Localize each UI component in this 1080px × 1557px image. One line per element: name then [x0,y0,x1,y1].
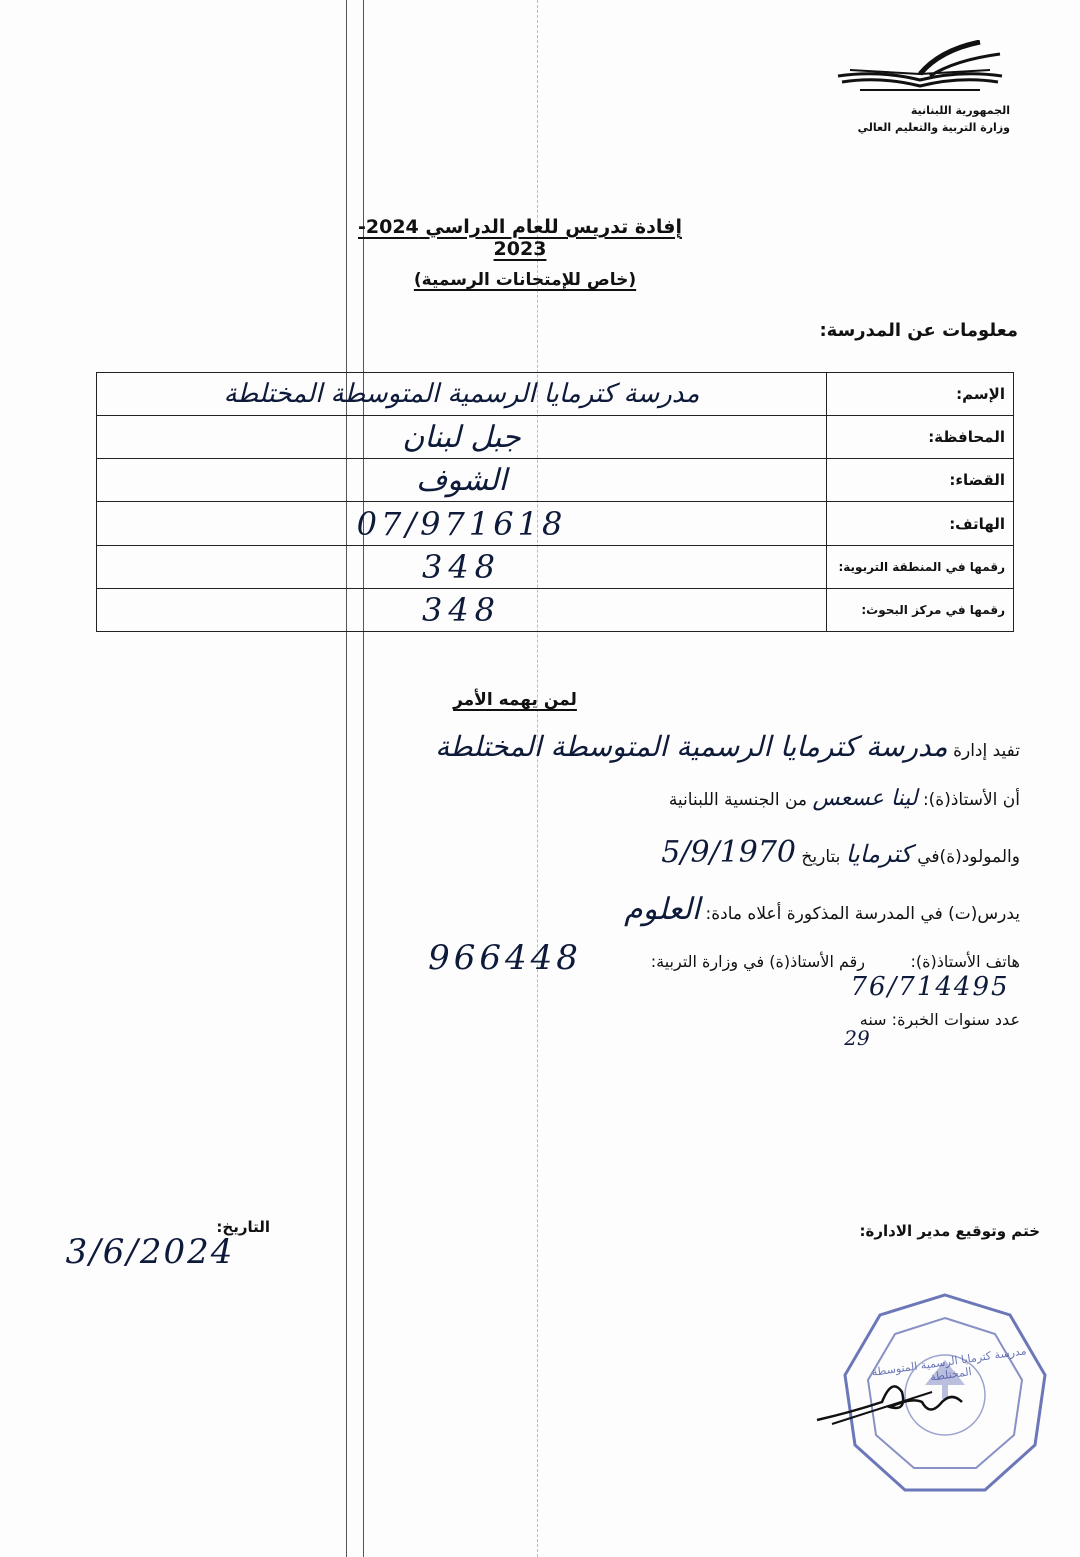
education-zone-number-label: رقمها في المنطقة التربوية: [827,545,1014,588]
teacher-phone-value: 76/714495 [850,972,1010,1002]
ministry-line1: الجمهورية اللبنانية [910,104,1010,117]
district-value: الشوف [97,459,827,502]
ministry-header [820,102,1010,136]
line1-prefix: تفيد إدارة [953,741,1020,761]
table-row [97,502,1014,545]
line3-prefix: والمولود(ة)في [917,847,1020,867]
date-value: 3/6/2024 [65,1232,235,1272]
table-row [97,588,1014,631]
education-zone-number-value: 348 [97,545,827,588]
stamp-text: مدرسة كترمايا الرسمية المتوسطة المختلطة [870,1344,1028,1384]
line2-prefix: أن الأستاذ(ة): [922,790,1020,810]
ministry-number-label: رقم الأستاذ(ة) في وزارة التربية: [650,952,865,971]
school-name-label: الإسم: [827,373,1014,416]
teacher-name-value: لينا عسعس [812,786,918,811]
table-row [97,416,1014,459]
experience-unit: سنه [859,1010,887,1029]
governorate-value: جبل لبنان [97,416,827,459]
document-subtitle-text: (خاص للإمتحانات الرسمية) [413,270,637,290]
signature-label: ختم وتوقيع مدير الادارة: [859,1222,1040,1240]
certificate-line-birth [560,835,1020,870]
birth-date-value: 5/9/1970 [661,835,796,870]
birth-place-value: كترمايا [845,840,912,868]
date-label: التاريخ: [216,1218,270,1236]
table-row [97,545,1014,588]
school-name-value: مدرسة كترمايا الرسمية المتوسطة المختلطة [97,373,827,416]
certificate-line-teacher [560,786,1020,811]
phone-label: الهاتف: [827,502,1014,545]
document-subtitle [380,270,670,290]
concern-heading-text: لمن يهمه الأمر [453,690,577,710]
ministry-line2: وزارة التربية والتعليم العالي [857,121,1010,134]
table-row [97,459,1014,502]
teacher-phone-label: هاتف الأستاذ(ة): [910,952,1020,971]
document-title-text: إفادة تدريس للعام الدراسي 2024-2023 [358,216,682,260]
governorate-label: المحافظة: [827,416,1014,459]
experience-value: 29 [844,1026,870,1050]
school-info-heading: معلومات عن المدرسة: [819,320,1018,341]
ministry-number-value: 966448 [428,938,582,978]
line1-school-value: مدرسة كترمايا الرسمية المتوسطة المختلطة [435,730,948,763]
line4-prefix: يدرس(ت) في المدرسة المذكورة أعلاه مادة: [705,904,1020,924]
line3-middle: بتاريخ [801,847,841,867]
phone-value: 07/971618 [97,502,827,545]
research-center-number-label: رقمها في مركز البحوث: [827,588,1014,631]
research-center-number-value: 348 [97,588,827,631]
school-info-table [96,372,1014,632]
signature-icon [812,1372,972,1432]
certificate-line-school [280,730,1020,780]
subject-value: العلوم [624,892,701,927]
district-label: القضاء: [827,459,1014,502]
experience-label: عدد سنوات الخبرة: [891,1010,1020,1029]
certificate-line-subject [540,892,1020,927]
table-row [97,373,1014,416]
line2-suffix: من الجنسية اللبنانية [668,790,808,810]
ministry-logo-icon [830,40,1010,100]
document-title [340,216,700,260]
concern-heading [440,690,590,710]
